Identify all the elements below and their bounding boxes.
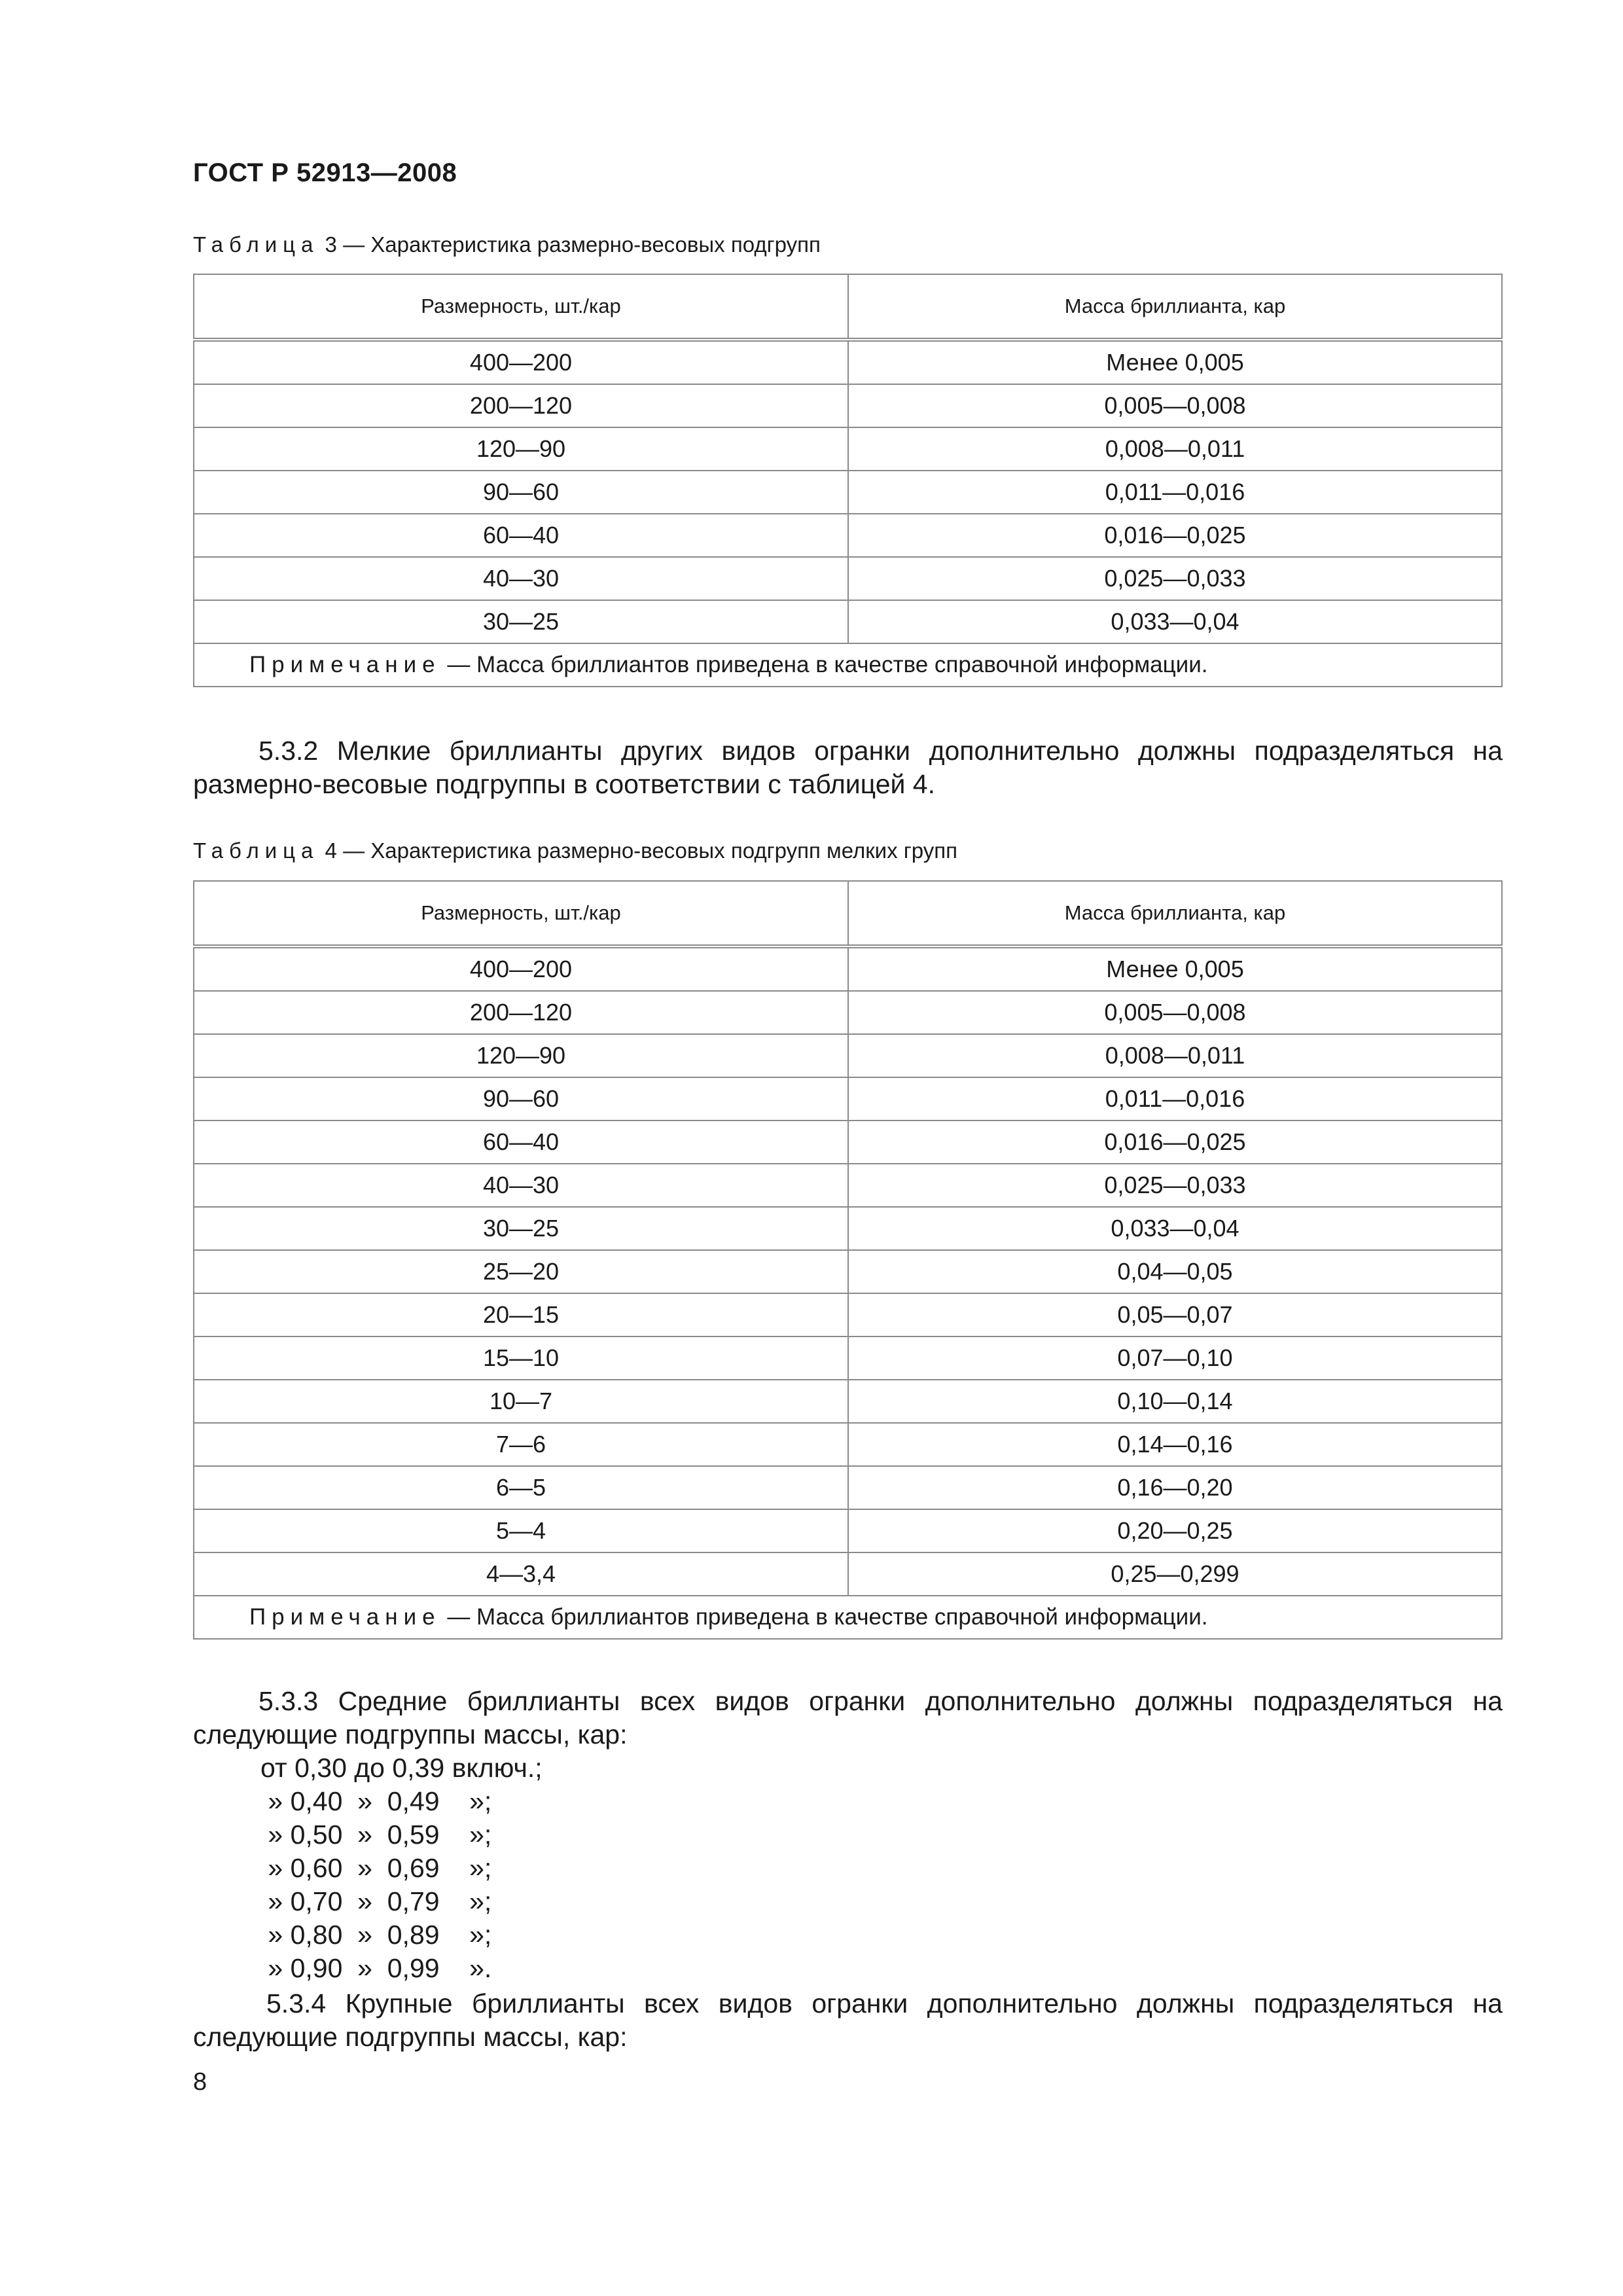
note-text: — Масса бриллиантов приведена в качестве справочной информации. xyxy=(440,1604,1208,1630)
table-note xyxy=(194,643,1502,687)
mass-cell: 0,25—0,299 xyxy=(848,1552,1502,1596)
mass-cell: 0,16—0,20 xyxy=(848,1466,1502,1509)
table-row xyxy=(194,1077,1502,1121)
table3-header-row xyxy=(194,274,1502,340)
size-cell: 20—15 xyxy=(194,1293,848,1336)
mass-cell: 0,025—0,033 xyxy=(848,557,1502,600)
table-row xyxy=(194,1552,1502,1596)
mass-cell: 0,005—0,008 xyxy=(848,991,1502,1034)
table-row xyxy=(194,1034,1502,1077)
size-cell: 10—7 xyxy=(194,1380,848,1423)
table4-header-row xyxy=(194,881,1502,946)
mass-subgroup-list xyxy=(260,1751,543,1985)
list-item: от 0,30 до 0,39 включ.; xyxy=(260,1753,543,1783)
list-item: » 0,70 » 0,79 »; xyxy=(260,1886,492,1916)
mass-cell: 0,05—0,07 xyxy=(848,1293,1502,1336)
size-cell: 40—30 xyxy=(194,557,848,600)
list-item: » 0,80 » 0,89 »; xyxy=(260,1920,492,1950)
size-cell: 400—200 xyxy=(194,340,848,384)
mass-cell: 0,008—0,011 xyxy=(848,427,1502,471)
table4-col-mass: Масса бриллианта, кар xyxy=(848,881,1502,946)
page-number: 8 xyxy=(193,2068,207,2096)
table-row xyxy=(194,1380,1502,1423)
table-row xyxy=(194,557,1502,600)
table-row xyxy=(194,1466,1502,1509)
mass-cell: 0,10—0,14 xyxy=(848,1380,1502,1423)
table3-caption xyxy=(193,232,821,257)
size-cell: 15—10 xyxy=(194,1336,848,1380)
size-cell: 30—25 xyxy=(194,1207,848,1250)
mass-cell: 0,011—0,016 xyxy=(848,1077,1502,1121)
table3-col-size: Размерность, шт./кар xyxy=(194,274,848,340)
table-row xyxy=(194,384,1502,427)
size-cell: 90—60 xyxy=(194,471,848,514)
table-row xyxy=(194,1293,1502,1336)
table-row xyxy=(194,600,1502,643)
list-item: » 0,40 » 0,49 »; xyxy=(260,1786,492,1816)
mass-cell: 0,025—0,033 xyxy=(848,1164,1502,1207)
table-row xyxy=(194,1207,1502,1250)
mass-cell: Менее 0,005 xyxy=(848,946,1502,991)
table-row xyxy=(194,1509,1502,1552)
table-4 xyxy=(193,880,1503,1640)
table-note xyxy=(194,1596,1502,1639)
size-cell: 7—6 xyxy=(194,1423,848,1466)
table-note-row xyxy=(194,643,1502,687)
size-cell: 200—120 xyxy=(194,384,848,427)
table3-col-mass: Масса бриллианта, кар xyxy=(848,274,1502,340)
mass-cell: 0,008—0,011 xyxy=(848,1034,1502,1077)
mass-cell: 0,033—0,04 xyxy=(848,1207,1502,1250)
table4-caption xyxy=(193,838,957,863)
table-row xyxy=(194,1423,1502,1466)
size-cell: 90—60 xyxy=(194,1077,848,1121)
paragraph-5-3-3-text: 5.3.3 Средние бриллианты всех видов огранки дополнительно должны подразделяться на следующие подгруппы массы, кар: xyxy=(193,1686,1503,1749)
paragraph-5-3-2 xyxy=(193,734,1503,801)
table-row xyxy=(194,946,1502,991)
paragraph-5-3-4-text: 5.3.4 Крупные бриллианты всех видов огранки дополнительно должны подразделяться на следующие подгруппы массы, кар: xyxy=(193,1988,1503,2052)
table-row xyxy=(194,1164,1502,1207)
size-cell: 25—20 xyxy=(194,1250,848,1293)
table4-body xyxy=(194,946,1502,1639)
mass-cell: 0,20—0,25 xyxy=(848,1509,1502,1552)
size-cell: 4—3,4 xyxy=(194,1552,848,1596)
table3-caption-prefix: Таблица xyxy=(193,232,319,257)
table-row xyxy=(194,1250,1502,1293)
mass-cell: 0,033—0,04 xyxy=(848,600,1502,643)
list-item: » 0,50 » 0,59 »; xyxy=(260,1820,492,1850)
table-row xyxy=(194,427,1502,471)
size-cell: 400—200 xyxy=(194,946,848,991)
table-row xyxy=(194,1121,1502,1164)
table4-col-size: Размерность, шт./кар xyxy=(194,881,848,946)
mass-cell: 0,04—0,05 xyxy=(848,1250,1502,1293)
mass-cell: 0,07—0,10 xyxy=(848,1336,1502,1380)
mass-cell: 0,016—0,025 xyxy=(848,514,1502,557)
mass-cell: 0,016—0,025 xyxy=(848,1121,1502,1164)
size-cell: 60—40 xyxy=(194,514,848,557)
table3-caption-text: 3 — Характеристика размерно-весовых подгрупп xyxy=(319,232,821,257)
note-prefix: Примечание xyxy=(249,1604,441,1630)
table-row xyxy=(194,1336,1502,1380)
size-cell: 5—4 xyxy=(194,1509,848,1552)
size-cell: 120—90 xyxy=(194,427,848,471)
paragraph-5-3-2-text: 5.3.2 Мелкие бриллианты других видов огранки дополнительно должны подразделяться на размерно-весовые подгруппы в соответствии с таблицей 4. xyxy=(193,736,1503,799)
mass-cell: 0,011—0,016 xyxy=(848,471,1502,514)
paragraph-5-3-4 xyxy=(193,1987,1503,2054)
size-cell: 60—40 xyxy=(194,1121,848,1164)
list-item: » 0,90 » 0,99 ». xyxy=(260,1953,492,1983)
table-row xyxy=(194,471,1502,514)
mass-cell: 0,005—0,008 xyxy=(848,384,1502,427)
table4-caption-text: 4 — Характеристика размерно-весовых подгрупп мелких групп xyxy=(319,838,958,863)
note-text: — Масса бриллиантов приведена в качестве справочной информации. xyxy=(440,652,1208,677)
document-header: ГОСТ Р 52913—2008 xyxy=(193,158,457,187)
size-cell: 6—5 xyxy=(194,1466,848,1509)
table-row xyxy=(194,514,1502,557)
size-cell: 30—25 xyxy=(194,600,848,643)
table-row xyxy=(194,340,1502,384)
table-note-row xyxy=(194,1596,1502,1639)
note-prefix: Примечание xyxy=(249,652,441,677)
table-3 xyxy=(193,274,1503,687)
list-item: » 0,60 » 0,69 »; xyxy=(260,1853,492,1883)
table4-caption-prefix: Таблица xyxy=(193,838,319,863)
mass-cell: Менее 0,005 xyxy=(848,340,1502,384)
size-cell: 120—90 xyxy=(194,1034,848,1077)
table3-body xyxy=(194,340,1502,687)
size-cell: 40—30 xyxy=(194,1164,848,1207)
size-cell: 200—120 xyxy=(194,991,848,1034)
table-row xyxy=(194,991,1502,1034)
mass-cell: 0,14—0,16 xyxy=(848,1423,1502,1466)
paragraph-5-3-3 xyxy=(193,1685,1503,1751)
